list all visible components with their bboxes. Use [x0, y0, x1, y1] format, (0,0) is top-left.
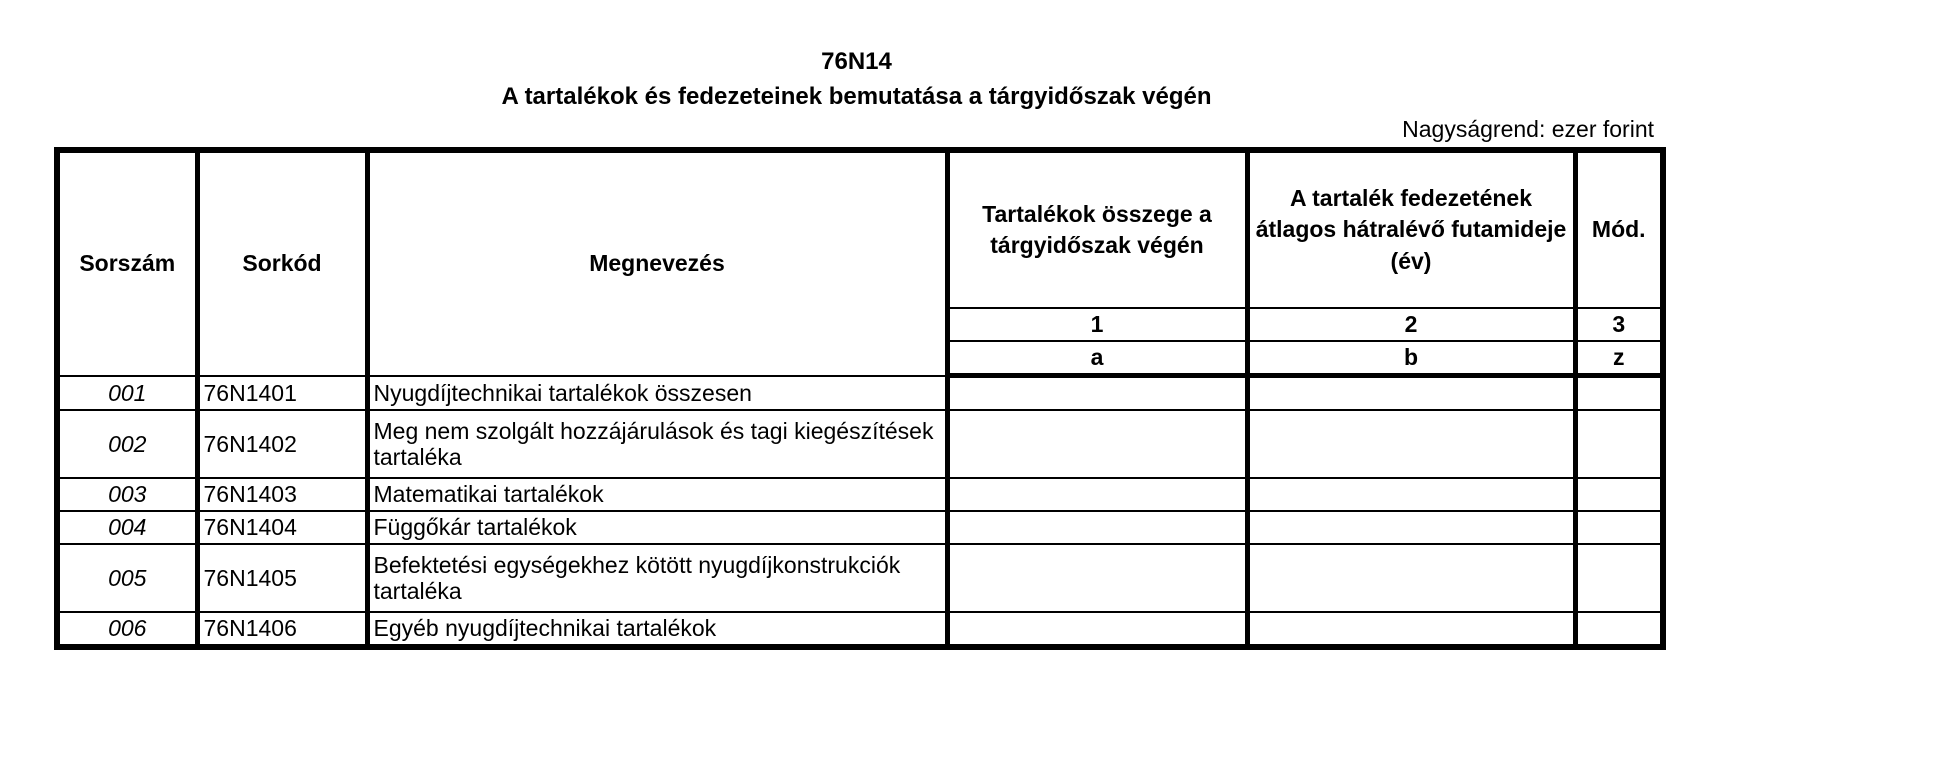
cell-remaining-maturity[interactable] [1247, 478, 1575, 511]
table-row [57, 478, 1663, 511]
header-sorszam: Sorszám [57, 150, 197, 376]
row-code: 76N1402 [197, 410, 367, 478]
row-number: 005 [57, 544, 197, 612]
row-label: Befektetési egységekhez kötött nyugdíjkonstrukciók tartaléka [367, 544, 947, 612]
row-number: 001 [57, 376, 197, 411]
form-code: 76N14 [821, 48, 892, 75]
row-label: Függőkár tartalékok [367, 511, 947, 544]
cell-remaining-maturity[interactable] [1247, 376, 1575, 411]
table-row [57, 544, 1663, 612]
table-row [57, 376, 1663, 411]
cell-mod[interactable] [1575, 544, 1663, 612]
cell-reserve-amount[interactable] [947, 478, 1247, 511]
cell-remaining-maturity[interactable] [1247, 511, 1575, 544]
header-megnevezes: Megnevezés [367, 150, 947, 376]
cell-mod[interactable] [1575, 478, 1663, 511]
cell-reserve-amount[interactable] [947, 376, 1247, 411]
row-code: 76N1404 [197, 511, 367, 544]
header-mod: Mód. [1575, 150, 1663, 308]
form-title: A tartalékok és fedezeteinek bemutatása a tárgyidőszak végén [501, 83, 1212, 110]
column-letter: z [1575, 341, 1663, 376]
row-code: 76N1401 [197, 376, 367, 411]
row-label: Nyugdíjtechnikai tartalékok összesen [367, 376, 947, 411]
row-code: 76N1403 [197, 478, 367, 511]
row-label: Meg nem szolgált hozzájárulások és tagi kiegészítések tartaléka [367, 410, 947, 478]
column-letter: b [1247, 341, 1575, 376]
column-number: 2 [1247, 308, 1575, 341]
row-number: 003 [57, 478, 197, 511]
row-number: 006 [57, 612, 197, 647]
row-label: Egyéb nyugdíjtechnikai tartalékok [367, 612, 947, 647]
column-letter: a [947, 341, 1247, 376]
reserves-table [54, 147, 1666, 650]
unit-note: Nagyságrend: ezer forint [1402, 116, 1654, 142]
column-number: 3 [1575, 308, 1663, 341]
header-reserve-amount: Tartalékok összege a tárgyidőszak végén [947, 150, 1247, 308]
table-row [57, 511, 1663, 544]
row-label: Matematikai tartalékok [367, 478, 947, 511]
table-row [57, 410, 1663, 478]
table-row [57, 612, 1663, 647]
header-remaining-maturity: A tartalék fedezetének átlagos hátralévő futamideje (év) [1247, 150, 1575, 308]
cell-mod[interactable] [1575, 410, 1663, 478]
row-number: 002 [57, 410, 197, 478]
cell-reserve-amount[interactable] [947, 511, 1247, 544]
cell-mod[interactable] [1575, 612, 1663, 647]
cell-remaining-maturity[interactable] [1247, 544, 1575, 612]
cell-reserve-amount[interactable] [947, 612, 1247, 647]
header-sorkod: Sorkód [197, 150, 367, 376]
cell-mod[interactable] [1575, 511, 1663, 544]
row-code: 76N1405 [197, 544, 367, 612]
cell-mod[interactable] [1575, 376, 1663, 411]
row-number: 004 [57, 511, 197, 544]
cell-reserve-amount[interactable] [947, 544, 1247, 612]
cell-reserve-amount[interactable] [947, 410, 1247, 478]
cell-remaining-maturity[interactable] [1247, 612, 1575, 647]
column-number: 1 [947, 308, 1247, 341]
cell-remaining-maturity[interactable] [1247, 410, 1575, 478]
row-code: 76N1406 [197, 612, 367, 647]
